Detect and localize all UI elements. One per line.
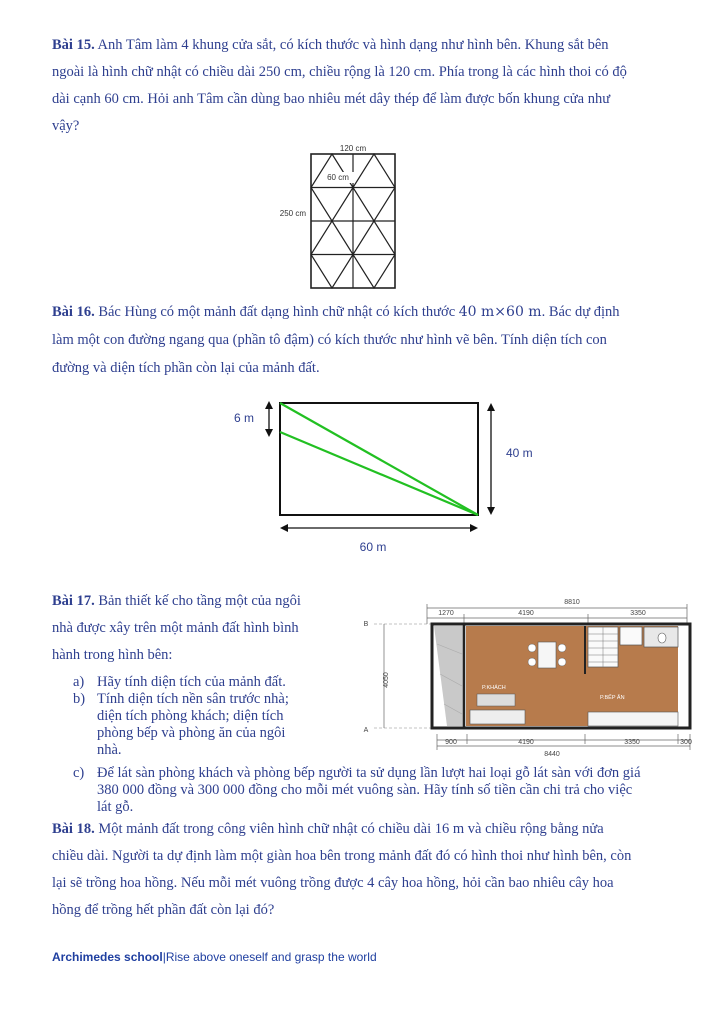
text-line: 380 000 đồng và 300 000 đồng cho mỗi mét vuông sàn. Hãy tính số tiền cần chi trả cho việc — [97, 782, 633, 798]
width-label: 120 cm — [339, 144, 367, 153]
problem-18-text — [52, 816, 692, 924]
dim-bottom-2: 4190 — [518, 739, 534, 746]
text-line: Anh Tâm làm 4 khung cửa sắt, có kích thước và hình dạng như hình bên. Khung sắt bên — [97, 37, 609, 53]
problem-15-label: Bài 15. — [52, 37, 95, 53]
text-line: Một mảnh đất trong công viên hình chữ nhật có chiều dài 16 m và chiều rộng bằng nửa — [98, 821, 604, 837]
page-footer — [52, 950, 377, 964]
item-text: Hãy tính diện tích của mảnh đất. — [97, 674, 286, 690]
problem-17-text — [52, 588, 332, 669]
height-label: 250 cm — [279, 209, 306, 218]
text-line: Bản thiết kế cho tầng một của ngôi — [98, 593, 301, 609]
text-line: Để lát sàn phòng khách và phòng bếp người ta sử dụng lần lượt hai loại gỗ lát sàn với đơn giá — [97, 765, 641, 781]
land-height-label: 40 m — [506, 446, 533, 460]
text-line: dài cạnh 60 cm. Hỏi anh Tâm cần dùng bao nhiêu mét dây thép để làm được bốn khung cửa như — [52, 91, 611, 107]
road-width-label: 6 m — [234, 411, 255, 425]
dim-bottom-3: 3350 — [624, 739, 640, 746]
road-figure — [226, 395, 546, 560]
problem-18-label: Bài 18. — [52, 821, 95, 837]
floor-plan-figure — [352, 594, 692, 762]
item-marker: c) — [73, 765, 85, 781]
side-label: 60 cm — [327, 173, 349, 182]
dim-height: 4050 — [383, 672, 390, 688]
footer-slogan: Rise above oneself and grasp the world — [165, 950, 377, 964]
text-line: vậy? — [52, 118, 80, 134]
room-kitchen-label: P.BẾP ĂN — [600, 695, 625, 701]
text-line: . Bác dự định — [541, 304, 620, 320]
text-line: nhà được xây trên một mảnh đất hình bình — [52, 620, 299, 636]
text-line: hành trong hình bên: — [52, 647, 173, 663]
text-line: hồng để trồng hết phần đất còn lại đó? — [52, 902, 275, 918]
land-width-label: 60 m — [359, 540, 387, 554]
point-b-label: B — [363, 621, 369, 628]
problem-17-item-a — [73, 674, 333, 691]
dim-top-1: 1270 — [438, 610, 454, 617]
text-line: lại sẽ trồng hoa hồng. Nếu mỗi mét vuông trồng được 4 cây hoa hồng, hỏi cần bao nhiêu cây hoa — [52, 875, 614, 891]
problem-15-text — [52, 32, 692, 140]
dim-top-total: 8810 — [564, 599, 580, 606]
door-frame-figure — [268, 140, 428, 290]
footer-separator: | — [162, 950, 166, 964]
dim-top-2: 4190 — [518, 610, 534, 617]
problem-16-text — [52, 298, 692, 382]
item-marker: b) — [73, 691, 86, 707]
dim-top-3: 3350 — [630, 610, 646, 617]
dim-bottom-1: 900 — [445, 739, 457, 746]
text-line: làm một con đường ngang qua (phần tô đậm) có kích thước như hình vẽ bên. Tính diện tích con — [52, 332, 607, 348]
text-line: Tính diện tích nền sân trước nhà; — [97, 691, 289, 707]
room-living-label: P.KHÁCH — [482, 685, 506, 691]
land-size: 40 m×60 m — [458, 304, 542, 320]
problem-17-item-b — [73, 691, 333, 761]
point-a-label: A — [363, 727, 369, 734]
footer-school: Archimedes school — [52, 950, 163, 964]
problem-17-item-c — [73, 765, 703, 817]
text-line: lát gỗ. — [97, 799, 134, 815]
text-line: ngoài là hình chữ nhật có chiều dài 250 cm, chiều rộng là 120 cm. Phía trong là các hình thoi có độ — [52, 64, 627, 80]
dim-bottom-total: 8440 — [544, 751, 560, 758]
item-marker: a) — [73, 674, 85, 690]
text-line: chiều dài. Người ta dự định làm một giàn hoa bên trong mảnh đất đó có hình thoi như hình bên, còn — [52, 848, 632, 864]
dim-bottom-4: 300 — [680, 739, 692, 746]
text-line: Bác Hùng có một mảnh đất dạng hình chữ nhật có kích thước — [98, 304, 456, 320]
text-line: đường và diện tích phần còn lại của mảnh đất. — [52, 360, 320, 376]
problem-17-label: Bài 17. — [52, 593, 95, 609]
text-line: nhà. — [97, 742, 122, 758]
text-line: diện tích phòng khách; diện tích — [97, 708, 284, 724]
text-line: phòng bếp và phòng ăn của ngôi — [97, 725, 286, 741]
problem-16-label: Bài 16. — [52, 304, 95, 320]
